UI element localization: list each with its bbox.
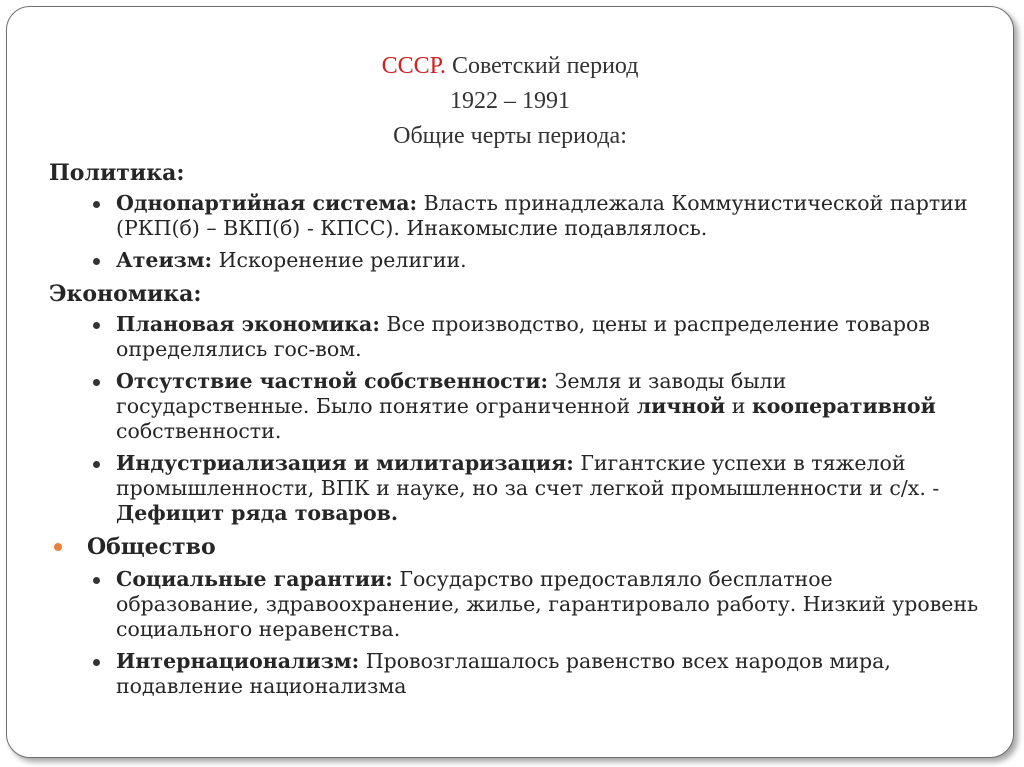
- item-term: Отсутствие частной собственности:: [116, 369, 549, 393]
- bullet-icon: [93, 258, 100, 265]
- bullet-icon: [93, 201, 100, 208]
- title-line: [7, 49, 1013, 84]
- section-heading-economy: Экономика:: [49, 281, 202, 307]
- bullet-icon: [93, 379, 100, 386]
- item-term: Плановая экономика:: [116, 312, 380, 336]
- title-block: [7, 49, 1013, 154]
- society-list: [49, 567, 979, 699]
- item-text: Искоренение религии.: [212, 248, 467, 272]
- item-term: Атеизм:: [116, 248, 213, 272]
- title-highlight: СССР.: [381, 53, 446, 79]
- list-item: [49, 451, 979, 526]
- item-text: Власть принадлежала Коммунистической партии (РКП(б) – ВКП(б) - КПСС). Инакомыслие подавлялось.: [116, 191, 968, 240]
- bullet-icon: [93, 322, 100, 329]
- title-subtitle: Общие черты периода:: [393, 123, 627, 149]
- list-item: [49, 248, 979, 273]
- bullet-icon: [93, 577, 100, 584]
- economy-list: [49, 312, 979, 526]
- item-term: Индустриализация и милитаризация:: [116, 451, 574, 475]
- item-text: собственности.: [116, 419, 282, 443]
- item-term: Однопартийная система:: [116, 191, 418, 215]
- item-emphasis: Дефицит ряда товаров.: [116, 501, 399, 525]
- list-item: [49, 649, 979, 699]
- slide-frame: [6, 6, 1014, 758]
- item-emphasis: кооперативной: [751, 394, 936, 418]
- list-item: [49, 312, 979, 362]
- item-text: и: [725, 394, 752, 418]
- item-text: Все производство, цены и распределение товаров определялись гос-вом.: [116, 312, 930, 361]
- list-item: [49, 191, 979, 241]
- item-text: Государство предоставляло бесплатное образование, здравоохранение, жилье, гарантировало работу. Низкий уровень социального неравенства.: [116, 567, 979, 641]
- politics-list: [49, 191, 979, 273]
- section-heading-society-label: Общество: [87, 534, 216, 560]
- section-heading-politics: Политика:: [49, 160, 185, 186]
- item-term: Социальные гарантии:: [116, 567, 393, 591]
- list-item: [49, 567, 979, 642]
- title-years: 1922 – 1991: [450, 88, 570, 114]
- bullet-icon: [93, 659, 100, 666]
- content: [49, 157, 979, 706]
- bullet-icon: [93, 461, 100, 468]
- list-item: [49, 369, 979, 444]
- item-emphasis: личной: [636, 394, 726, 418]
- item-text: Земля и заводы были государственные. Было понятие ограниченной: [116, 369, 787, 418]
- section-heading-society: [49, 533, 979, 561]
- title-rest: Советский период: [445, 53, 639, 79]
- item-text: Провозглашалось равенство всех народов мира, подавление национализма: [116, 649, 891, 698]
- item-text: Гигантские успехи в тяжелой промышленности, ВПК и науке, но за счет легкой промышленности и с/х. -: [116, 451, 940, 500]
- orange-bullet-icon: [54, 543, 62, 551]
- item-term: Интернационализм:: [116, 649, 360, 673]
